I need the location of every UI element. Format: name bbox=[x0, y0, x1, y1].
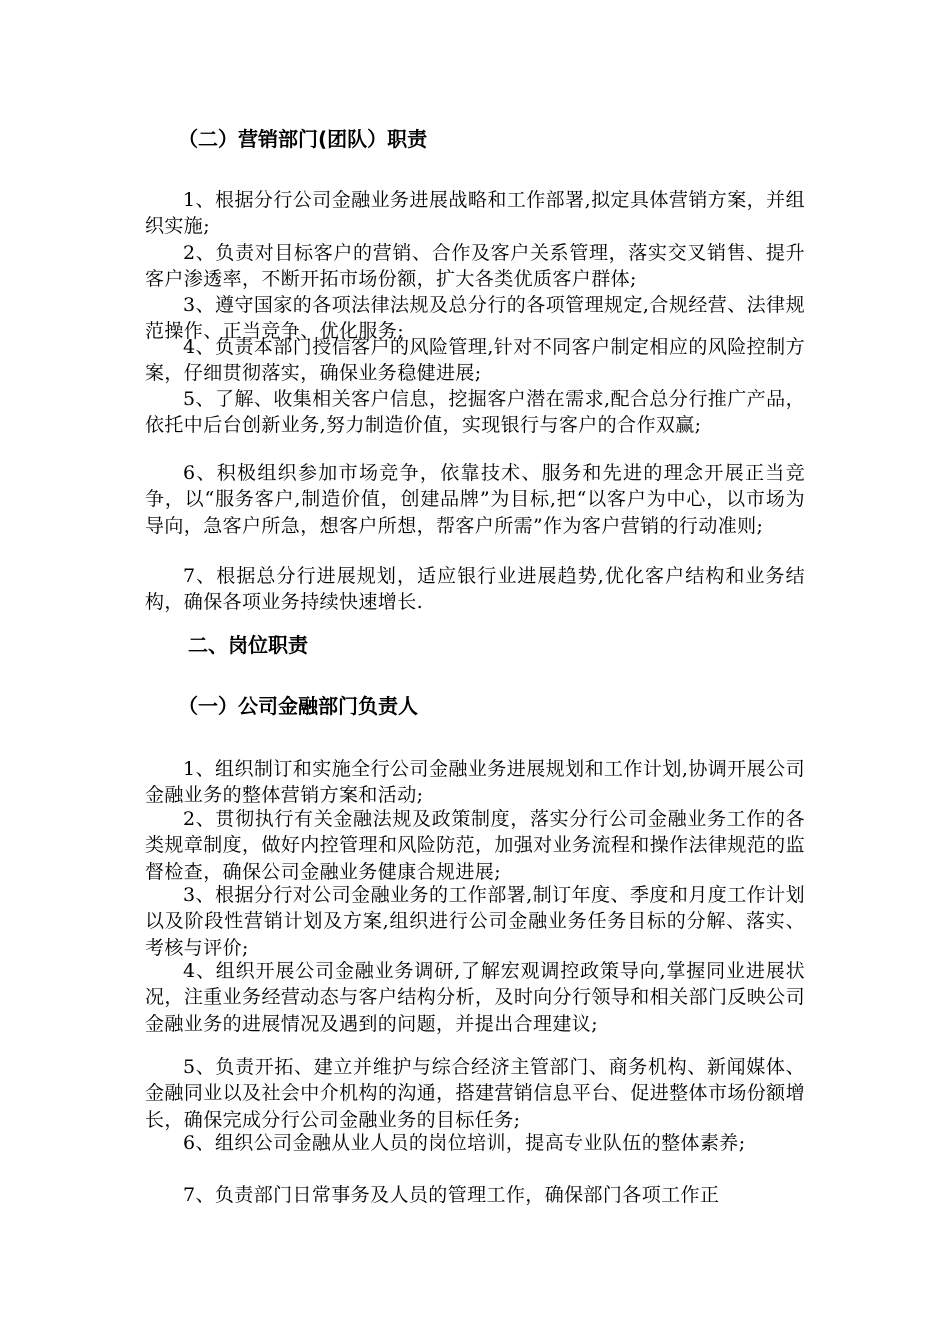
paragraph-head-3: 3、根据分行对公司金融业务的工作部署,制订年度、季度和月度工作计划以及阶段性营销计划及方案,组织进行公司金融业务任务目标的分解、落实、考核与评价; bbox=[145, 884, 805, 959]
section-heading-dept-head: （一）公司金融部门负责人 bbox=[178, 694, 418, 718]
paragraph-marketing-2: 2、负责对目标客户的营销、合作及客户关系管理，落实交叉销售、提升客户渗透率，不断开拓市场份额，扩大各类优质客户群体; bbox=[145, 242, 805, 291]
paragraph-head-2: 2、贯彻执行有关金融法规及政策制度，落实分行公司金融业务工作的各类规章制度，做好内控管理和风险防范，加强对业务流程和操作法律规范的监督检查，确保公司金融业务健康合规进展; bbox=[145, 808, 805, 883]
paragraph-head-6: 6、组织公司金融从业人员的岗位培训，提高专业队伍的整体素养; bbox=[183, 1132, 746, 1154]
paragraph-head-5: 5、负责开拓、建立并维护与综合经济主管部门、商务机构、新闻媒体、金融同业以及社会中介机构的沟通，搭建营销信息平台、促进整体市场份额增长，确保完成分行公司金融业务的目标任务; bbox=[145, 1056, 805, 1131]
section-heading-job-duties: 二、岗位职责 bbox=[188, 633, 308, 657]
paragraph-marketing-3: 3、遵守国家的各项法律法规及总分行的各项管理规定,合规经营、法律规范操作、正当竞争、优化服务; bbox=[145, 294, 805, 343]
paragraph-marketing-5: 5、了解、收集相关客户信息，挖掘客户潜在需求,配合总分行推广产品，依托中后台创新业务,努力制造价值，实现银行与客户的合作双赢; bbox=[145, 388, 805, 437]
paragraph-head-4: 4、组织开展公司金融业务调研,了解宏观调控政策导向,掌握同业进展状况，注重业务经营动态与客户结构分析，及时向分行领导和相关部门反映公司金融业务的进展情况及遇到的问题，并提出合理建议; bbox=[145, 960, 805, 1035]
paragraph-marketing-6: 6、积极组织参加市场竞争，依靠技术、服务和先进的理念开展正当竞争，以“服务客户,制造价值，创建品牌”为目标,把“以客户为中心，以市场为导向，急客户所急，想客户所想，帮客户所需”作为客户营销的行动准则; bbox=[145, 462, 805, 537]
paragraph-marketing-7: 7、根据总分行进展规划，适应银行业进展趋势,优化客户结构和业务结构，确保各项业务持续快速增长. bbox=[145, 565, 805, 614]
paragraph-marketing-4: 4、负责本部门授信客户的风险管理,针对不同客户制定相应的风险控制方案，仔细贯彻落实，确保业务稳健进展; bbox=[145, 336, 805, 385]
paragraph-head-7: 7、负责部门日常事务及人员的管理工作，确保部门各项工作正 bbox=[183, 1184, 720, 1206]
section-heading-marketing-dept: （二）营销部门(团队）职责 bbox=[178, 127, 428, 151]
paragraph-head-1: 1、组织制订和实施全行公司金融业务进展规划和工作计划,协调开展公司金融业务的整体营销方案和活动; bbox=[145, 758, 805, 807]
paragraph-marketing-1: 1、根据分行公司金融业务进展战略和工作部署,拟定具体营销方案，并组织实施; bbox=[145, 189, 805, 238]
